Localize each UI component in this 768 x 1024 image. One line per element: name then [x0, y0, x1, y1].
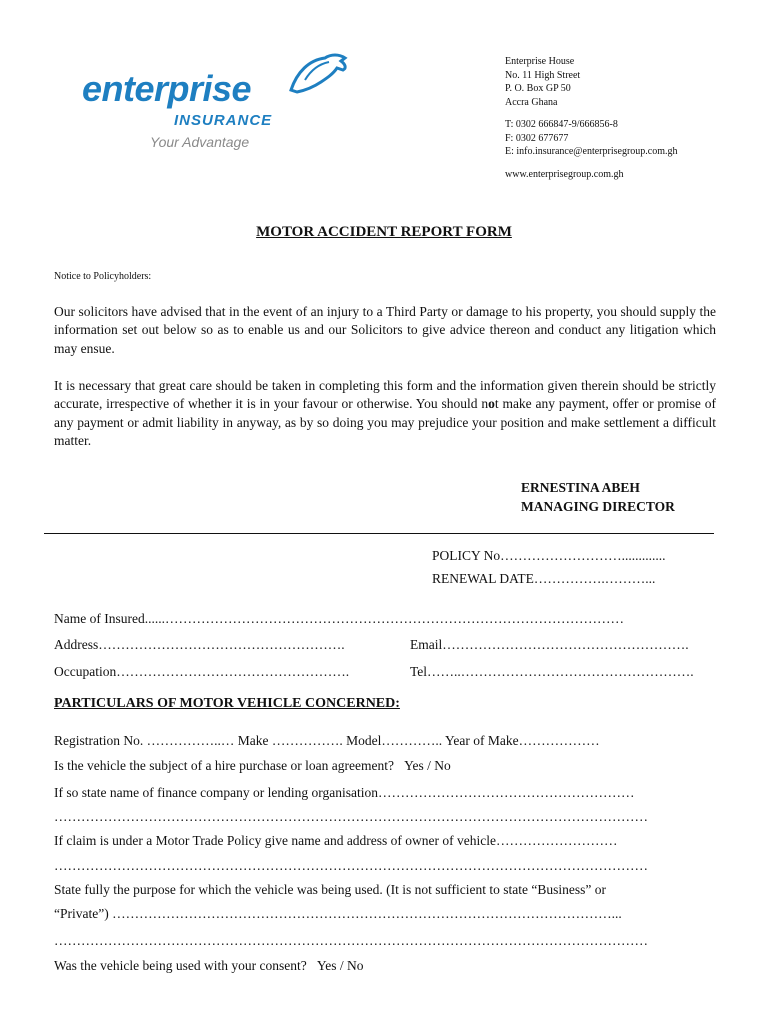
signatory [521, 478, 675, 516]
yes-no-option[interactable]: Yes / No [404, 758, 451, 773]
phone-number: T: 0302 666847-9/666856-8 [505, 119, 618, 130]
notice-text: t make any payment, offer or promise of any payment or admit liability in anyway, as by so doing you may prejudice your position and make settlement a difficult matter. [54, 396, 717, 448]
vehicle-owner-continuation[interactable]: …………………………………………………………………………………………………………………… [54, 858, 648, 873]
question-text: Is the vehicle the subject of a hire purchase or loan agreement? [54, 758, 394, 773]
contact-block [505, 55, 678, 181]
vehicle-owner-field[interactable]: If claim is under a Motor Trade Policy give name and address of owner of vehicle……………………… [54, 833, 618, 848]
address-line: P. O. Box GP 50 [505, 83, 571, 94]
email-field[interactable]: Email………………………………………………. [410, 637, 689, 652]
renewal-date-field[interactable]: RENEWAL DATE…………….………... [432, 571, 656, 586]
company-logo [82, 50, 352, 160]
divider [44, 533, 714, 534]
hire-purchase-question [54, 758, 451, 774]
horse-head-icon [287, 52, 349, 94]
email-address: E: info.insurance@enterprisegroup.com.gh [505, 146, 678, 157]
vehicle-purpose-field[interactable]: “Private”) …………………………………………………………………………………………………... [54, 906, 622, 921]
notice-emphasis: o [488, 396, 495, 412]
policy-number-field[interactable]: POLICY No………………………............. [432, 548, 666, 563]
fax-number: F: 0302 677677 [505, 132, 569, 144]
notice-paragraph-2 [54, 377, 716, 450]
signatory-role: MANAGING DIRECTOR [521, 499, 675, 514]
notice-paragraph-1: Our solicitors have advised that in the event of an injury to a Third Party or damage to his property, you should supply the information set out below so as to enable us and our Solicitors to give advice thereon and conduct any litigation which may ensue. [54, 304, 716, 356]
finance-company-continuation[interactable]: …………………………………………………………………………………………………………………… [54, 809, 648, 824]
insured-name-field[interactable]: Name of Insured......………………………………………………………………………………………… [54, 611, 624, 626]
address-line: Accra Ghana [505, 96, 558, 108]
tel-field[interactable]: Tel……..……………………………………………. [410, 664, 694, 679]
finance-company-field[interactable]: If so state name of finance company or lending organisation………………………………………………… [54, 785, 635, 800]
signatory-name: ERNESTINA ABEH [521, 480, 640, 495]
question-text: Was the vehicle being used with your consent? [54, 958, 307, 973]
notice-text: It is necessary that great care should be taken in completing this form and the information given therein should be strictly accurate, irrespective of whether it is in your favour or otherwise. You should n [54, 378, 716, 412]
address-line: No. 11 High Street [505, 69, 581, 81]
occupation-field[interactable]: Occupation……………………………………………. [54, 664, 350, 679]
section-heading: PARTICULARS OF MOTOR VEHICLE CONCERNED: [54, 696, 400, 711]
logo-tagline: Your Advantage [150, 134, 250, 150]
registration-field[interactable]: Registration No. ……………..… Make ……………. Model………….. Year of Make……………… [54, 733, 600, 748]
logo-wordmark: enterprise [82, 68, 252, 109]
yes-no-option[interactable]: Yes / No [316, 958, 364, 973]
vehicle-purpose-question: State fully the purpose for which the vehicle was being used. (It is not sufficient to state “Business” or [54, 882, 606, 897]
address-line: Enterprise House [505, 56, 575, 67]
consent-question [54, 958, 364, 974]
website: www.enterprisegroup.com.gh [505, 168, 624, 180]
notice-label: Notice to Policyholders: [54, 271, 152, 282]
vehicle-purpose-continuation[interactable]: …………………………………………………………………………………………………………………… [54, 933, 648, 948]
form-title: MOTOR ACCIDENT REPORT FORM [256, 224, 512, 240]
logo-subtitle: INSURANCE [174, 112, 273, 129]
address-field[interactable]: Address………………………………………………. [54, 637, 345, 652]
